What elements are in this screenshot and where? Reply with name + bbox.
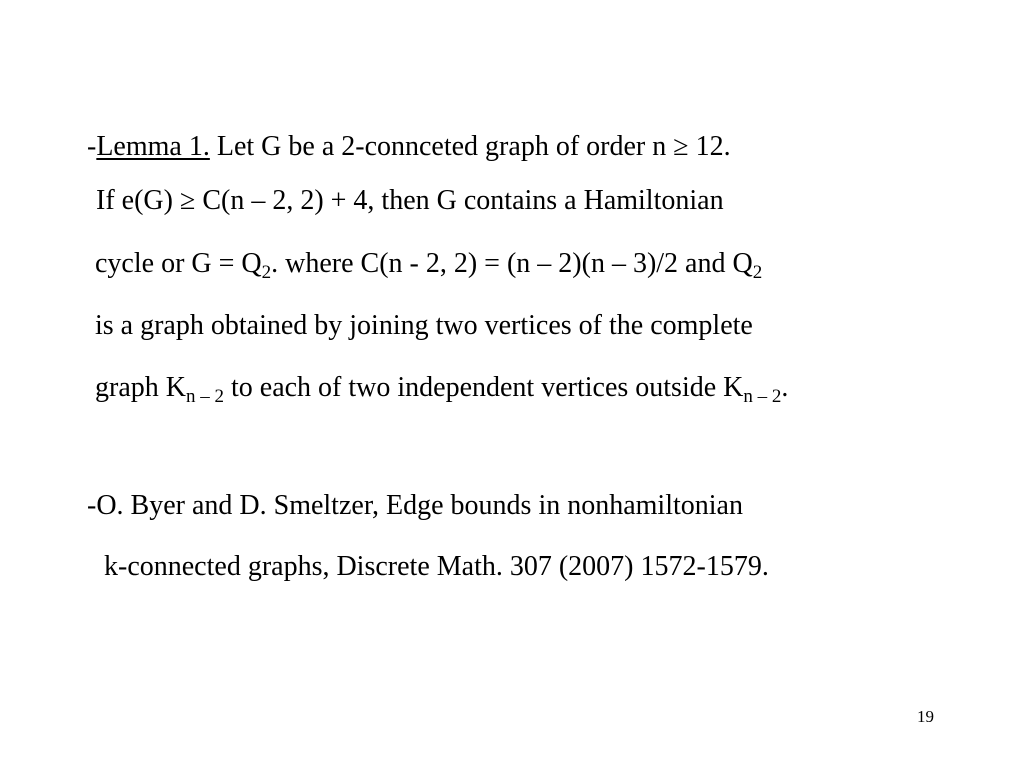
lemma-line-3 bbox=[95, 248, 763, 283]
lemma-line-5-text-a: graph K bbox=[95, 372, 186, 403]
lemma-statement-start: Let G be a 2-connceted graph of order n ≥ 12. bbox=[209, 131, 731, 162]
k-subscript: n – 2 bbox=[185, 386, 224, 407]
reference-line-2: k-connected graphs, Discrete Math. 307 (2007) 1572-1579. bbox=[104, 551, 769, 582]
reference-line-1: -O. Byer and D. Smeltzer, Edge bounds in nonhamiltonian bbox=[87, 490, 743, 521]
lemma-line-5-text-b: to each of two independent vertices outside K bbox=[223, 372, 744, 403]
lemma-line-3-text-a: cycle or G = Q bbox=[95, 248, 262, 279]
lemma-bullet: - bbox=[87, 131, 97, 162]
lemma-line-4: is a graph obtained by joining two vertices of the complete bbox=[95, 310, 753, 341]
lemma-line-2: If e(G) ≥ C(n – 2, 2) + 4, then G contains a Hamiltonian bbox=[96, 185, 724, 216]
lemma-line-1 bbox=[87, 131, 731, 163]
q-subscript: 2 bbox=[261, 262, 272, 283]
lemma-line-5-period: . bbox=[781, 372, 789, 403]
q-subscript: 2 bbox=[752, 262, 763, 283]
page-number: 19 bbox=[917, 707, 934, 726]
k-subscript: n – 2 bbox=[743, 386, 782, 407]
lemma-line-5 bbox=[95, 372, 789, 407]
lemma-line-3-text-b: . where C(n - 2, 2) = (n – 2)(n – 3)/2 and Q bbox=[271, 248, 753, 279]
lemma-title: Lemma 1. bbox=[96, 131, 210, 162]
